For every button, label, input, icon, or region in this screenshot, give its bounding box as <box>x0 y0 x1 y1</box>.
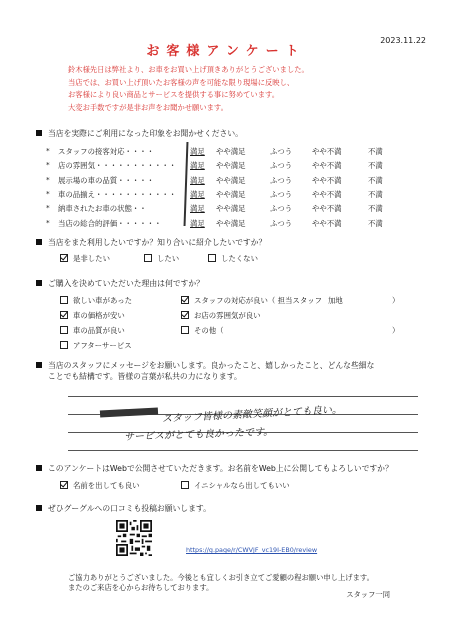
checkbox-icon[interactable] <box>181 326 189 334</box>
q1-heading <box>36 128 243 139</box>
asterisk-bullet-icon: * <box>46 174 50 184</box>
q5-question: このアンケートはWebで公開させていただきます。お名前をWeb上に公開してもよろしいですか？ <box>48 464 393 473</box>
rating-option[interactable]: やや不満 <box>312 189 342 199</box>
rating-row-label: 納車されたお車の状態・・ <box>58 204 147 214</box>
checkbox-icon[interactable] <box>144 254 152 262</box>
q3-close-paren: ） <box>392 296 400 305</box>
square-bullet-icon <box>36 280 42 286</box>
asterisk-bullet-icon: * <box>46 160 50 170</box>
q3-option[interactable]: 欲しい車があった <box>60 295 132 306</box>
q1-question: 当店を実際にご利用になった印象をお聞かせください。 <box>48 129 243 138</box>
q5-heading <box>36 463 393 474</box>
rating-option[interactable]: 不満 <box>368 218 383 228</box>
checkbox-icon[interactable] <box>60 341 68 349</box>
checkbox-checked-icon[interactable] <box>181 296 189 304</box>
rating-option[interactable]: やや満足 <box>216 189 246 199</box>
rating-option[interactable]: 不満 <box>368 175 383 185</box>
rating-option[interactable]: やや満足 <box>216 204 246 214</box>
rating-option[interactable]: やや不満 <box>312 147 342 156</box>
q3-question: ご購入を決めていただいた理由は何ですか？ <box>48 279 204 288</box>
footer-line: ご協力ありがとうございました。今後とも宜しくお引き立てご愛顧の程お願い申し上げます。 <box>68 573 374 582</box>
rating-option[interactable]: やや満足 <box>216 175 246 185</box>
rating-row-label: 店の雰囲気・・・・・・・・・・・ <box>58 161 177 171</box>
checkbox-checked-icon[interactable] <box>60 311 68 319</box>
square-bullet-icon <box>36 130 42 136</box>
asterisk-bullet-icon: * <box>46 203 50 213</box>
rating-option[interactable]: やや不満 <box>312 218 342 228</box>
intro-line: 鈴木様先日は弊社より、お車をお買い上げ頂きありがとうございました。 <box>68 65 309 74</box>
survey-date: 2023.11.22 <box>380 36 426 45</box>
q3-heading <box>36 278 204 289</box>
rating-option[interactable]: ふつう <box>270 189 293 199</box>
rating-row <box>46 218 416 229</box>
checkbox-checked-icon[interactable] <box>181 311 189 319</box>
q4-question-cont: ことでも結構です。皆様の言葉が私共の力になります。 <box>48 372 242 381</box>
q2-option-maybe[interactable]: したい <box>144 253 179 264</box>
rating-option[interactable]: やや満足 <box>216 161 246 171</box>
rating-option[interactable]: 満足 <box>190 147 205 156</box>
rating-option[interactable]: 満足 <box>190 175 205 185</box>
asterisk-bullet-icon: * <box>46 188 50 198</box>
handwritten-message[interactable]: スタッフ皆様の素敵笑顔がとても良い。 <box>161 404 343 425</box>
signature: スタッフ一同 <box>346 590 390 599</box>
q3-option[interactable]: 車の品質が良い <box>60 325 125 336</box>
answer-line <box>68 396 418 397</box>
rating-option[interactable]: ふつう <box>270 147 293 156</box>
answer-line <box>68 450 418 451</box>
checkbox-icon[interactable] <box>181 481 189 489</box>
intro-line: 当店では、お買い上げ頂いたお客様の声を可能な限り現場に反映し、 <box>68 77 295 87</box>
rating-option[interactable]: ふつう <box>270 175 293 185</box>
rating-option[interactable]: 満足 <box>190 204 205 214</box>
footer-line: またのご来店を心からお待ちしております。 <box>68 583 214 592</box>
rating-row <box>46 146 416 157</box>
redaction-scribble <box>100 407 158 417</box>
intro-line: お客様により良い商品とサービスを提供する事に努めています。 <box>68 90 280 100</box>
rating-option[interactable]: 不満 <box>368 204 383 214</box>
q4-question: 当店のスタッフにメッセージをお願いします。良かったこと、嬉しかったこと、どんな些細な <box>48 361 375 370</box>
rating-option[interactable]: 不満 <box>368 161 383 171</box>
rating-row-label: 車の品揃え・・・・・・・・・・・ <box>58 189 177 199</box>
checkbox-icon[interactable] <box>60 326 68 334</box>
q2-heading <box>36 237 266 248</box>
rating-option[interactable]: 満足 <box>190 218 205 228</box>
q2-option-yes[interactable]: 是非したい <box>60 253 110 264</box>
rating-row <box>46 189 416 200</box>
checkbox-checked-icon[interactable] <box>60 481 68 489</box>
footer-text <box>68 573 374 593</box>
rating-option[interactable]: やや満足 <box>216 218 246 228</box>
rating-option[interactable]: やや不満 <box>312 175 342 185</box>
rating-row <box>46 160 416 171</box>
rating-option[interactable]: 満足 <box>190 161 205 171</box>
q2-question: 当店をまた利用したいですか？知り合いに紹介したいですか？ <box>48 238 267 247</box>
square-bullet-icon <box>36 505 42 511</box>
q5-option-name[interactable]: 名前を出しても良い <box>60 480 140 491</box>
asterisk-bullet-icon: * <box>46 146 50 155</box>
page-title: お客様アンケート <box>146 44 306 59</box>
rating-option[interactable]: やや不満 <box>312 204 342 214</box>
q2-option-no[interactable]: したくない <box>208 253 258 264</box>
rating-row-label: スタッフの接客対応・・・・ <box>58 147 155 156</box>
q3-option[interactable]: アフターサービス <box>60 340 132 351</box>
rating-option[interactable]: ふつう <box>270 218 293 228</box>
q3-staff-name: 加地 <box>328 296 343 305</box>
q5-option-initials[interactable]: イニシャルなら出してもいい <box>181 480 290 491</box>
checkbox-checked-icon[interactable] <box>60 254 68 262</box>
intro-text <box>68 64 309 114</box>
q3-option[interactable]: 車の価格が安い <box>60 310 125 321</box>
q6-heading <box>36 503 211 514</box>
rating-option[interactable]: 満足 <box>190 189 205 199</box>
square-bullet-icon <box>36 362 42 368</box>
q3-other-close-paren: ） <box>392 326 400 335</box>
handwritten-message[interactable]: サービスがとても良かったです。 <box>123 426 274 443</box>
rating-option[interactable]: 不満 <box>368 147 383 156</box>
asterisk-bullet-icon: * <box>46 217 50 227</box>
rating-row-label: 展示場の車の品質・・・・・ <box>58 175 155 185</box>
q6-question: ぜひグーグルへの口コミも投稿お願いします。 <box>48 504 211 513</box>
rating-row <box>46 175 416 186</box>
rating-option[interactable]: ふつう <box>270 161 293 171</box>
q3-option-staff[interactable]: スタッフの対応が良い（ 担当スタッフ <box>181 295 322 306</box>
rating-option[interactable]: ふつう <box>270 204 293 214</box>
square-bullet-icon <box>36 239 42 245</box>
rating-row <box>46 203 416 214</box>
rating-option[interactable]: やや不満 <box>312 161 342 171</box>
intro-line: 大変お手数ですが是非お声をお聞かせ願います。 <box>68 102 228 112</box>
qr-code-icon[interactable] <box>116 520 152 556</box>
review-link[interactable]: https://g.page/r/CWVjF_vc19I-EB0/review <box>186 546 318 554</box>
q4-heading <box>36 360 374 371</box>
rating-option[interactable]: 不満 <box>368 189 383 199</box>
q3-option-other[interactable]: その他（ <box>181 325 224 336</box>
checkbox-icon[interactable] <box>60 296 68 304</box>
square-bullet-icon <box>36 465 42 471</box>
q3-option[interactable]: お店の雰囲気が良い <box>181 310 261 321</box>
rating-option[interactable]: やや満足 <box>216 147 246 156</box>
rating-row-label: 当店の総合的評価・・・・・・ <box>58 218 162 228</box>
checkbox-icon[interactable] <box>208 254 216 262</box>
